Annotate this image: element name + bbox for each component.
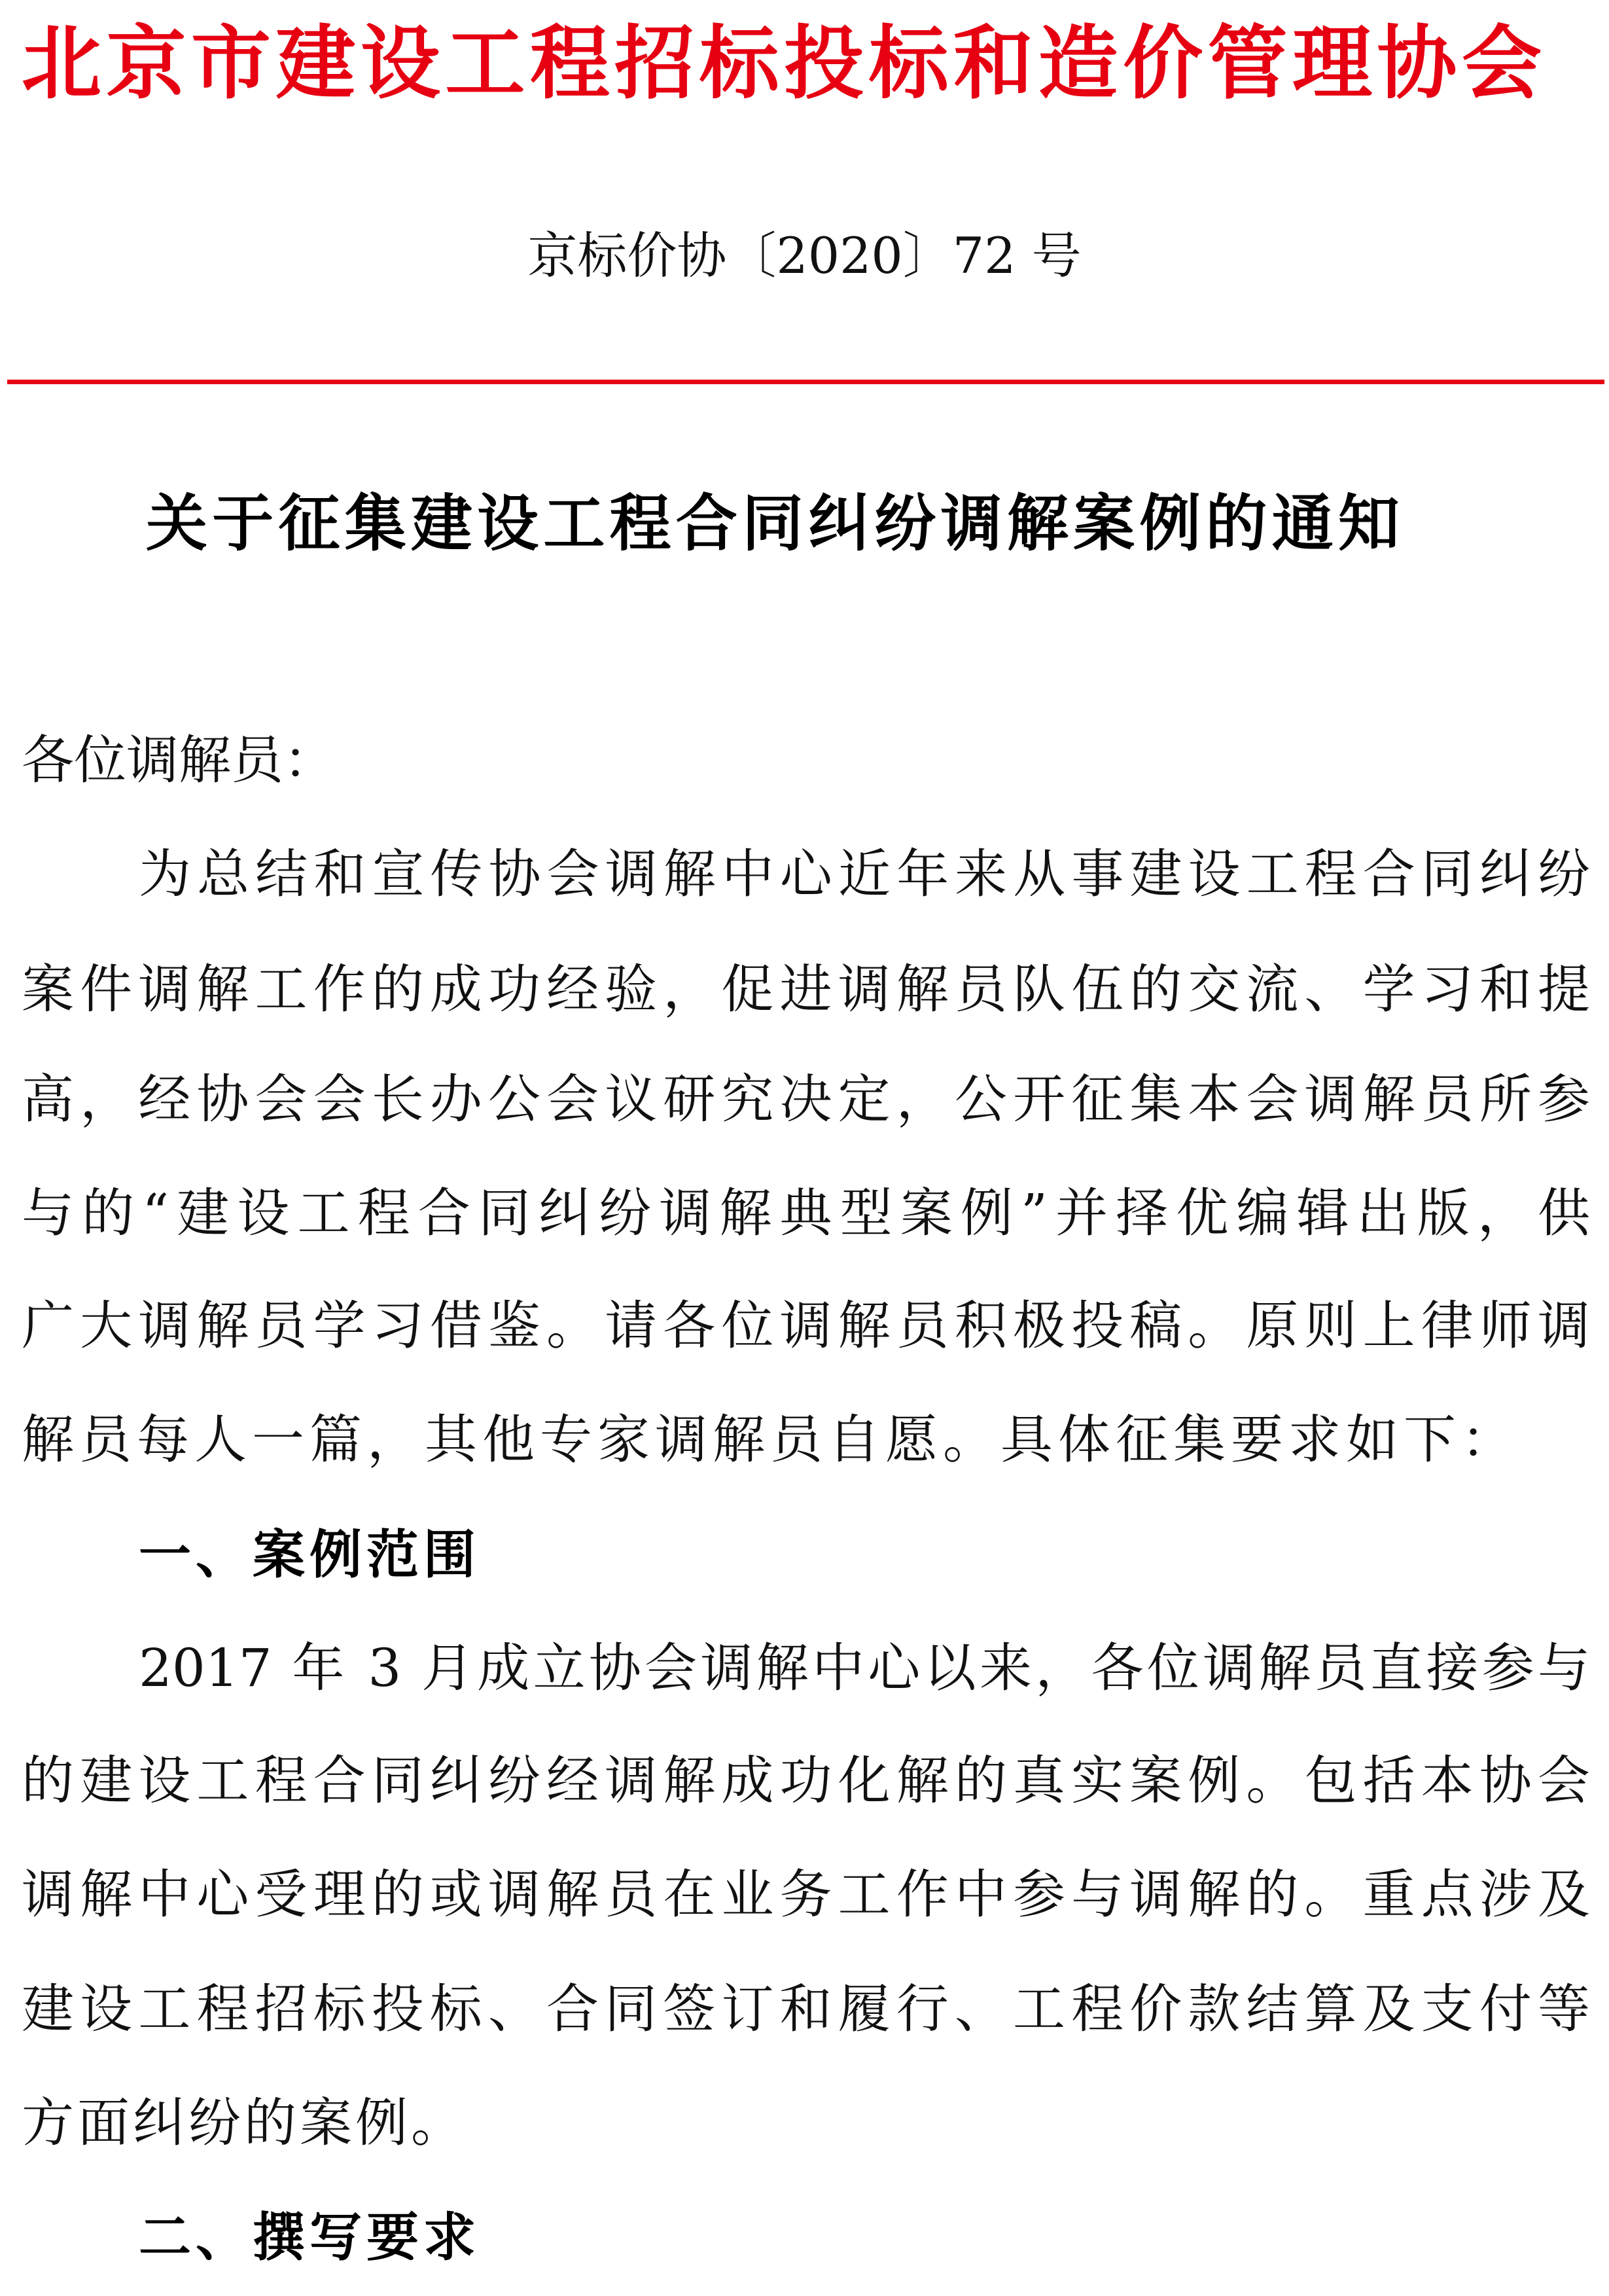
section-heading-writing-requirements: 二、撰写要求 bbox=[139, 2206, 480, 2268]
document-number: 京标价协〔2020〕72 号 bbox=[527, 226, 1082, 285]
letterhead-red-rule bbox=[7, 380, 1604, 384]
letterhead-org-name: 北京市建设工程招标投标和造价管理协会 bbox=[22, 16, 1542, 110]
paragraph-line: 为总结和宣传协会调解中心近年来从事建设工程合同纠纷 bbox=[139, 844, 1590, 905]
paragraph-line: 高，经协会会长办公会议研究决定，公开征集本会调解员所参 bbox=[22, 1069, 1590, 1130]
paragraph-line: 2017 年 3 月成立协会调解中心以来，各位调解员直接参与 bbox=[139, 1638, 1590, 1698]
paragraph-line: 案件调解工作的成功经验，促进调解员队伍的交流、学习和提 bbox=[22, 959, 1590, 1020]
salutation: 各位调解员： bbox=[22, 730, 336, 791]
paragraph-line: 建设工程招标投标、合同签订和履行、工程价款结算及支付等 bbox=[22, 1979, 1590, 2039]
paragraph-line: 广大调解员学习借鉴。请各位调解员积极投稿。原则上律师调 bbox=[22, 1295, 1590, 1356]
paragraph-line: 调解中心受理的或调解员在业务工作中参与调解的。重点涉及 bbox=[22, 1864, 1590, 1925]
paragraph-line: 的建设工程合同纠纷经调解成功化解的真实案例。包括本协会 bbox=[22, 1750, 1590, 1811]
notice-title: 关于征集建设工程合同纠纷调解案例的通知 bbox=[146, 488, 1400, 560]
paragraph-line: 与的“建设工程合同纠纷调解典型案例”并择优编辑出版，供 bbox=[22, 1183, 1590, 1244]
paragraph-line: 解员每人一篇，其他专家调解员自愿。具体征集要求如下： bbox=[22, 1409, 1519, 1470]
paragraph-line: 方面纠纷的案例。 bbox=[22, 2092, 467, 2153]
section-heading-case-scope: 一、案例范围 bbox=[139, 1524, 480, 1585]
